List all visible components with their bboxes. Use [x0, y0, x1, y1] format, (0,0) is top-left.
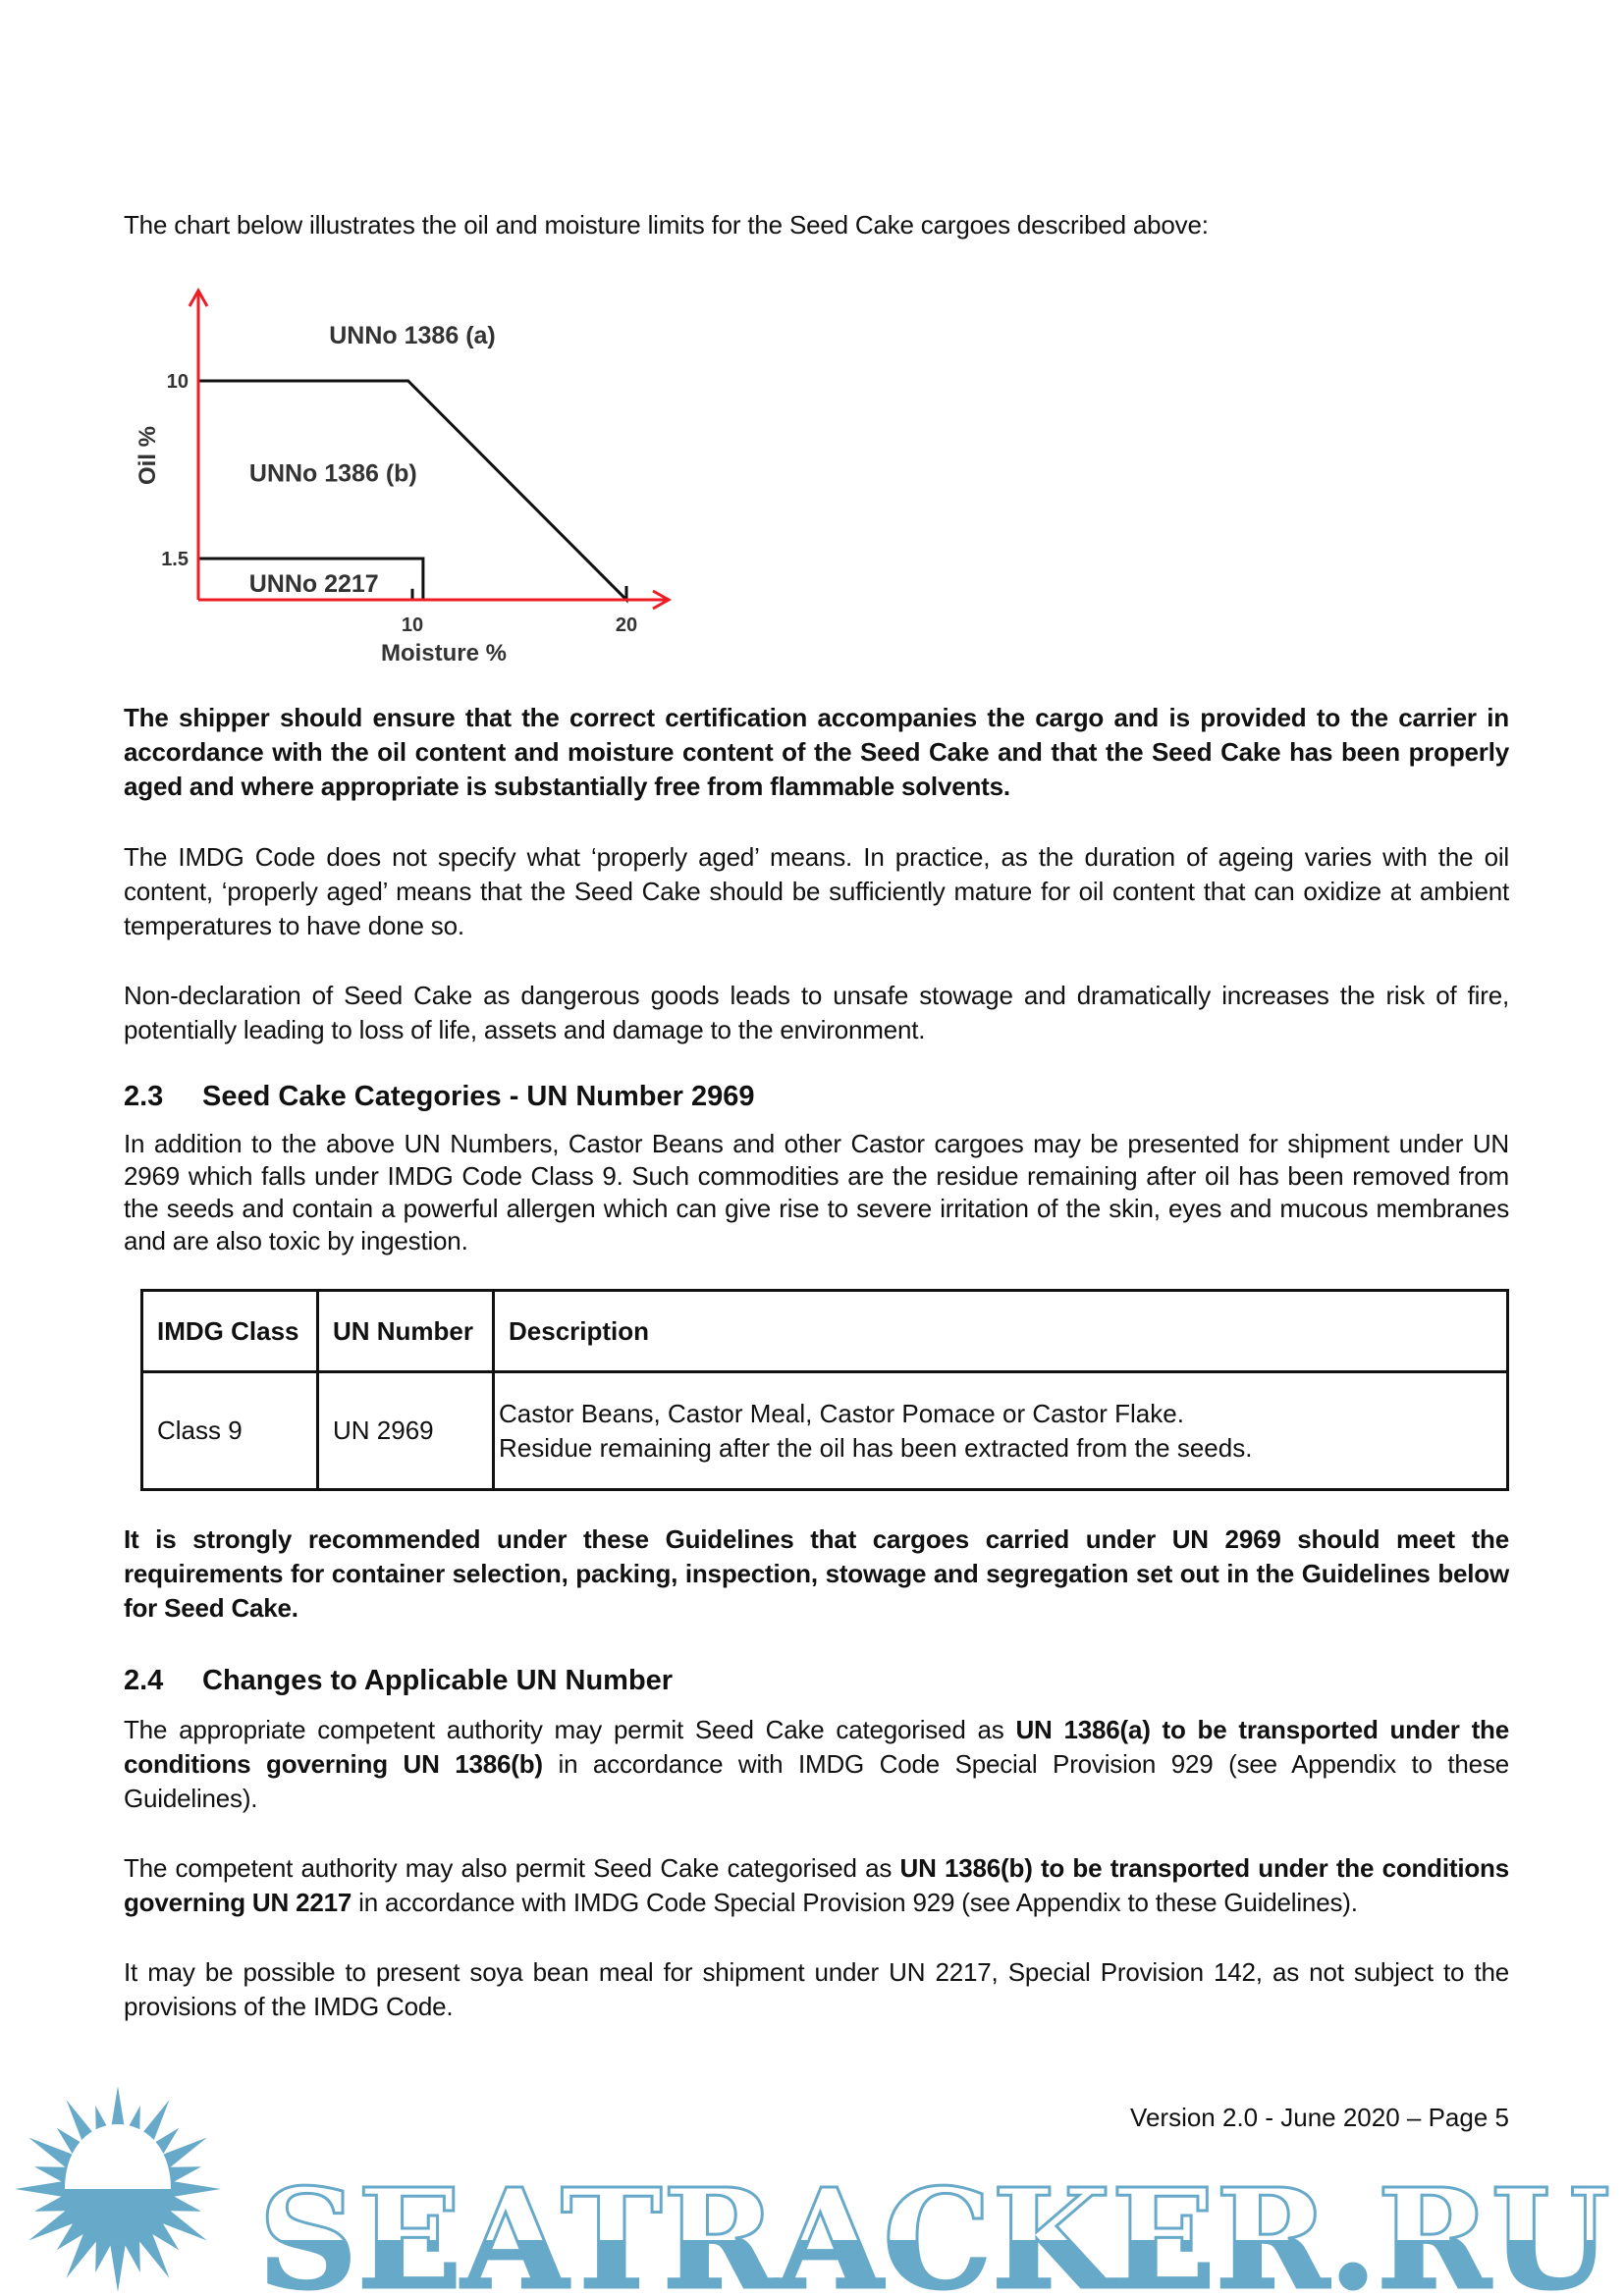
y-tick-label: 10 [166, 371, 189, 393]
region-label: UNNo 1386 (a) [329, 322, 496, 350]
section-number: 2.3 [124, 1081, 164, 1112]
table-header-row [142, 1291, 1508, 1372]
bold-text: UN 1386(a) to be transported under the conditions governing UN 1386(b) [124, 1715, 1509, 1779]
un-class-table [140, 1289, 1509, 1491]
series-line [198, 381, 626, 600]
intro-text: The chart below illustrates the oil and moisture limits for the Seed Cake cargoes described above: [124, 210, 1209, 240]
x-tick-label: 20 [615, 614, 638, 636]
soya-paragraph: It may be possible to present soya bean meal for shipment under UN 2217, Special Provision 142, as not subject to the provisions of the IMDG Code. [124, 1957, 1509, 2021]
y-tick-label: 1.5 [161, 549, 189, 570]
recommendation-paragraph: It is strongly recommended under these Guidelines that cargoes carried under UN 2969 should meet the requirements for container selection, packing, inspection, stowage and segregation set out in the Guidelines below for Seed Cake. [124, 1524, 1509, 1623]
cell-class: Class 9 [142, 1372, 318, 1490]
watermark-text: SEATRACKER.RU [258, 2160, 1610, 2296]
text: in accordance with IMDG Code Special Provision 929 (see Appendix to these Guidelines). [352, 1888, 1358, 1917]
cell-un: UN 2969 [318, 1372, 494, 1490]
description-line: Castor Beans, Castor Meal, Castor Pomace or Castor Flake. [499, 1398, 1184, 1428]
text: in accordance with IMDG Code Special Provision 929 (see Appendix to these Guidelines). [124, 1749, 1510, 1813]
text: The competent authority may also permit Seed Cake categorised as [124, 1853, 900, 1883]
header-description: Description [494, 1291, 1508, 1372]
section-number: 2.4 [124, 1665, 164, 1696]
cell-description [494, 1372, 1508, 1490]
section-title: Changes to Applicable UN Number [202, 1665, 674, 1696]
authority-paragraph-2 [124, 1851, 1509, 1920]
table-row [142, 1372, 1508, 1490]
page-footer: Version 2.0 - June 2020 – Page 5 [1130, 2103, 1509, 2132]
y-axis-label: Oil % [135, 425, 161, 486]
un2969-paragraph: In addition to the above UN Numbers, Castor Beans and other Castor cargoes may be presented for shipment under UN 2969 which falls under IMDG Code Class 9. Such commodities are the residue remaining after oil has been removed from the seeds and contain a powerful allergen which can give rise to severe irritation of the skin, eyes and mucous membranes and are also toxic by ingestion. [124, 1129, 1509, 1255]
certification-paragraph: The shipper should ensure that the correct certification accompanies the cargo and is provided to the carrier in accordance with the oil content and moisture content of the Seed Cake and that the Seed Cake has been properly aged and where appropriate is substantially free from flammable solvents. [124, 703, 1509, 801]
non-declaration-paragraph: Non-declaration of Seed Cake as dangerous goods leads to unsafe stowage and dramatically increases the risk of fire, potentially leading to loss of life, assets and damage to the environment. [124, 981, 1509, 1044]
properly-aged-paragraph: The IMDG Code does not specify what ‘properly aged’ means. In practice, as the duration of ageing varies with the oil content, ‘properly aged’ means that the Seed Cake should be sufficiently mature for oil content that can oxidize at ambient temperatures to have done so. [124, 842, 1509, 940]
section-2-4-heading [124, 1663, 1509, 1698]
region-label: UNNo 1386 (b) [248, 459, 417, 488]
region-label: UNNo 2217 [248, 570, 379, 599]
authority-paragraph-1 [124, 1713, 1509, 1816]
bold-text: UN 1386(b) to be transported under the conditions governing UN 2217 [124, 1853, 1509, 1917]
header-un-number: UN Number [318, 1291, 494, 1372]
x-tick-label: 10 [401, 614, 424, 636]
section-2-3-heading [124, 1079, 1509, 1114]
sun-logo-icon [15, 2086, 221, 2292]
section-title: Seed Cake Categories - UN Number 2969 [202, 1081, 755, 1112]
oil-moisture-chart [118, 275, 707, 667]
description-line: Residue remaining after the oil has been extracted from the seeds. [499, 1432, 1253, 1463]
header-imdg-class: IMDG Class [142, 1291, 318, 1372]
page-content [124, 208, 1509, 2024]
text: The appropriate competent authority may permit Seed Cake categorised as [124, 1715, 1016, 1744]
x-axis-label: Moisture % [380, 640, 508, 667]
